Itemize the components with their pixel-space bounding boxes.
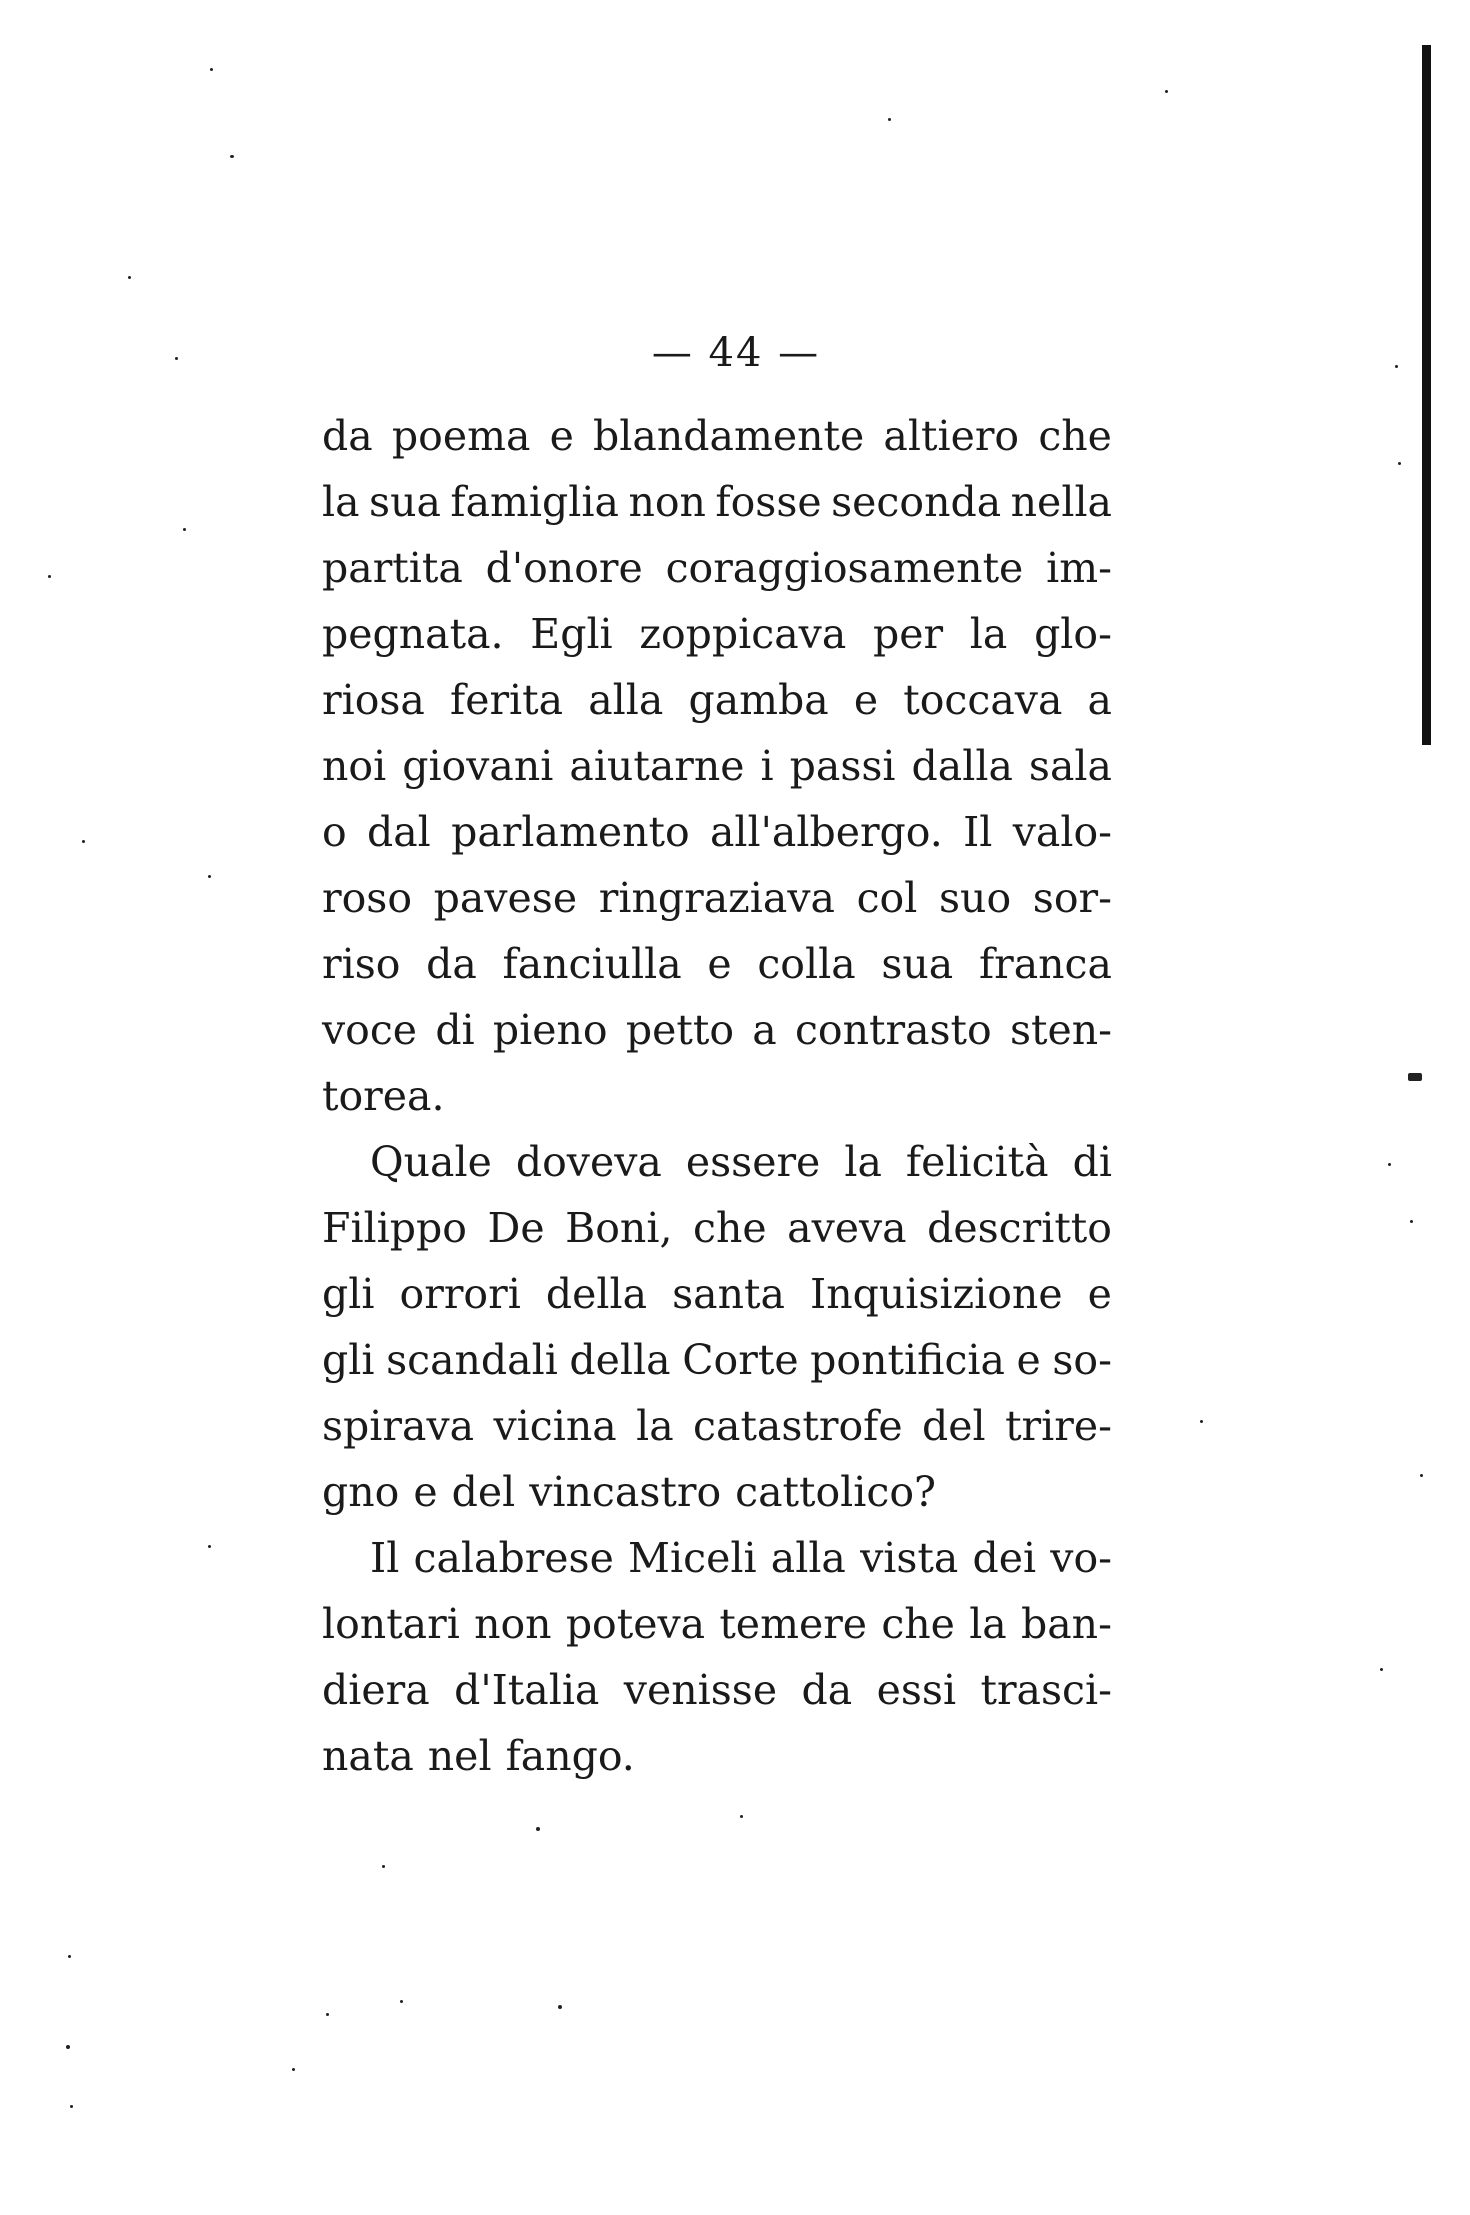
- scan-speck: [1200, 1420, 1203, 1423]
- text-line: Quale doveva essere la felicità di: [370, 1138, 1112, 1186]
- scan-speck: [1410, 1220, 1413, 1223]
- text-line: Il calabrese Miceli alla vista dei vo-: [370, 1534, 1112, 1582]
- text-line: lontari non poteva temere che la ban-: [322, 1600, 1112, 1648]
- text-line: nata nel fango.: [322, 1732, 635, 1780]
- scan-speck: [1165, 90, 1168, 93]
- text-line: riso da fanciulla e colla sua franca: [322, 940, 1112, 988]
- paragraph: [322, 1129, 1112, 1525]
- text-line: da poema e blandamente altiero che: [322, 412, 1112, 460]
- text-line: noi giovani aiutarne i passi dalla sala: [322, 742, 1112, 790]
- text-line: diera d'Italia venisse da essi trasci-: [322, 1666, 1112, 1714]
- text-line: gli scandali della Corte pontificia e so-: [322, 1336, 1112, 1384]
- scan-speck: [400, 2000, 403, 2003]
- scan-speck: [210, 68, 213, 71]
- scan-speck: [208, 875, 211, 878]
- scan-speck: [1420, 1474, 1423, 1477]
- scan-speck: [292, 2068, 295, 2071]
- scan-speck: [382, 1865, 385, 1868]
- text-line: Filippo De Boni, che aveva descritto: [322, 1204, 1112, 1252]
- scan-speck: [558, 2005, 562, 2009]
- text-line: pegnata. Egli zoppicava per la glo-: [322, 610, 1112, 658]
- scan-speck: [66, 2045, 70, 2049]
- scan-speck: [70, 2105, 73, 2108]
- scan-speck: [1395, 365, 1398, 368]
- paragraph: [322, 403, 1112, 1129]
- scan-speck: [740, 1815, 743, 1818]
- scan-speck: [183, 528, 186, 531]
- scan-speck: [1408, 1073, 1422, 1081]
- text-line: voce di pieno petto a contrasto sten-: [322, 1006, 1112, 1054]
- scan-speck: [82, 840, 85, 843]
- text-line: roso pavese ringraziava col suo sor-: [322, 874, 1112, 922]
- scan-speck: [208, 1545, 211, 1548]
- scan-speck: [888, 118, 891, 121]
- text-line: gno e del vincastro cattolico?: [322, 1468, 937, 1516]
- scan-speck: [1380, 1668, 1383, 1671]
- scan-speck: [68, 1955, 71, 1958]
- scan-edge: [1422, 45, 1431, 745]
- text-line: o dal parlamento all'albergo. Il valo-: [322, 808, 1112, 856]
- body-text: [322, 403, 1112, 1789]
- scan-speck: [326, 2013, 329, 2016]
- scan-speck: [230, 155, 234, 158]
- text-line: partita d'onore coraggiosamente im-: [322, 544, 1112, 592]
- page-number: — 44 —: [651, 330, 821, 376]
- scan-speck: [48, 575, 51, 578]
- paragraph: [322, 1525, 1112, 1789]
- text-line: riosa ferita alla gamba e toccava a: [322, 676, 1112, 724]
- scan-speck: [1398, 462, 1401, 465]
- scan-speck: [175, 357, 178, 360]
- text-line: spirava vicina la catastrofe del trire-: [322, 1402, 1112, 1450]
- scan-speck: [1388, 1163, 1391, 1166]
- text-line: torea.: [322, 1072, 445, 1120]
- scan-speck: [128, 276, 131, 279]
- text-line: gli orrori della santa Inquisizione e: [322, 1270, 1112, 1318]
- text-line: la sua famiglia non fosse seconda nella: [322, 478, 1112, 526]
- scan-speck: [536, 1827, 540, 1831]
